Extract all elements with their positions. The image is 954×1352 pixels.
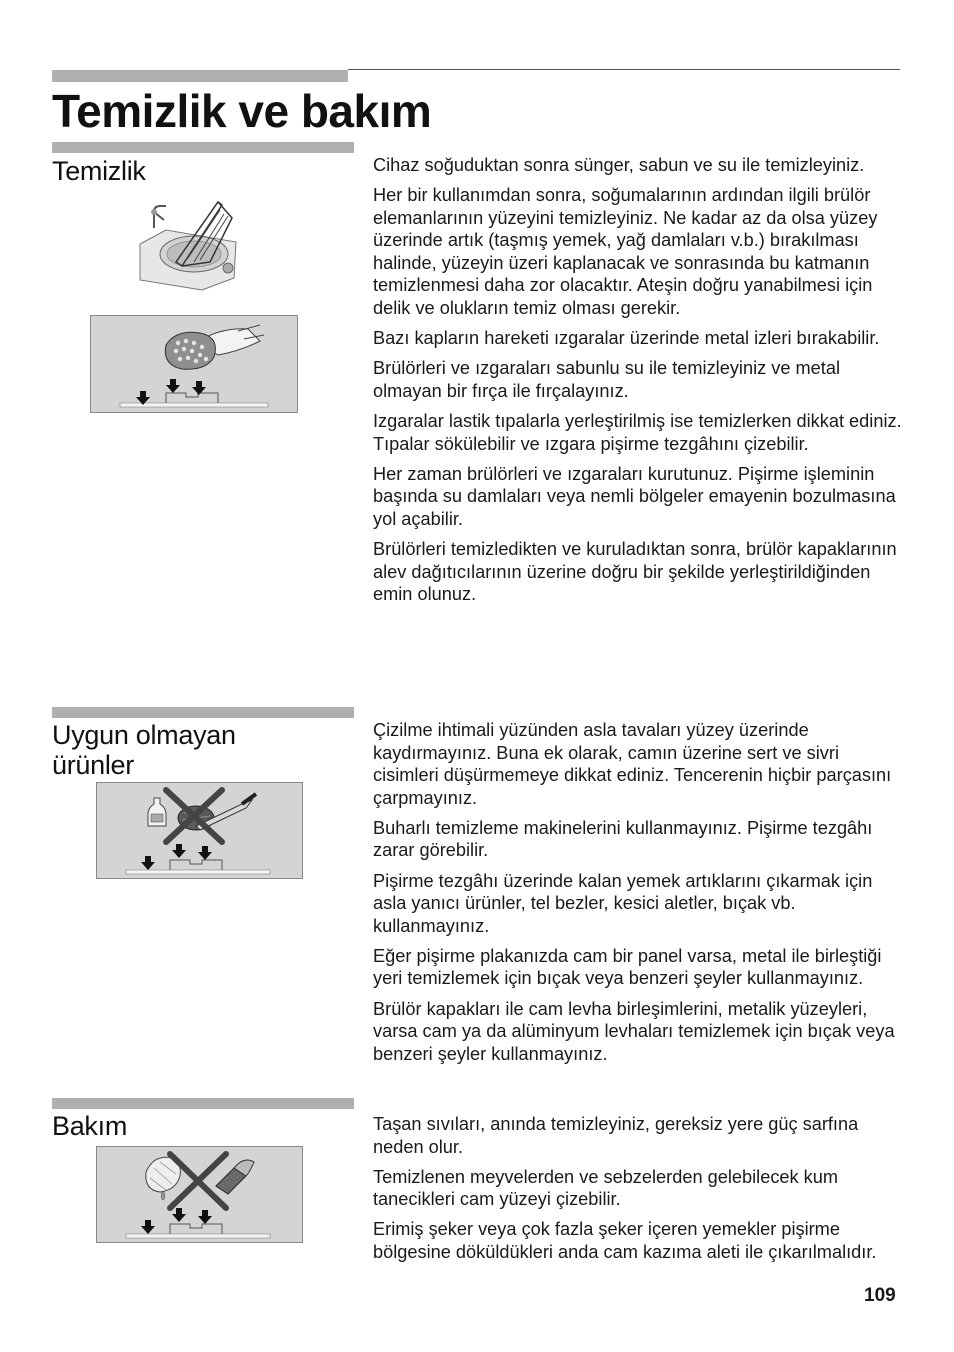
paragraph: Izgaralar lastik tıpalarla yerleştirilmiş ise temizlerken dikkat ediniz. Tıpalar sökülebilir ve ızgara pişirme tezgâhını çizebilir. — [373, 410, 902, 454]
section-bar — [52, 142, 354, 153]
page-title: Temizlik ve bakım — [52, 85, 432, 137]
section-title-temizlik: Temizlik — [52, 156, 146, 186]
paragraph: Her zaman brülörleri ve ızgaraları kurutunuz. Pişirme işleminin başında su damlaları veya nemli bölgeler emayenin bozulmasına yol açabilir. — [373, 463, 896, 529]
section-title-uygun-olmayan-urunler: Uygun olmayan ürünler — [52, 720, 236, 780]
paragraph: Taşan sıvıları, anında temizleyiniz, gereksiz yere güç sarfına neden olur. — [373, 1114, 859, 1157]
header-bar — [52, 70, 348, 82]
paragraph: Cihaz soğuduktan sonra sünger, sabun ve su ile temizleyiniz. — [373, 155, 865, 175]
section-body-bakim — [373, 1113, 903, 1271]
paragraph: Erimiş şeker veya çok fazla şeker içeren yemekler pişirme bölgesine döküldükleri anda cam kazıma aleti ile çıkarılmalıdır. — [373, 1219, 877, 1262]
sink-washing-illustration — [136, 198, 240, 292]
section-bar — [52, 707, 354, 718]
header-rule — [348, 69, 900, 70]
paragraph: Brülörleri temizledikten ve kuruladıktan sonra, brülör kapaklarının alev dağıtıcılarının üzerine doğru bir şekilde yerleştirildiğinden emin olunuz. — [373, 538, 897, 605]
paragraph: Temizlenen meyvelerden ve sebzelerden gelebilecek kum tanecikleri cam yüzeyi çizebilir. — [373, 1166, 839, 1210]
maintenance-illustration — [96, 1146, 303, 1243]
paragraph: Buharlı temizleme makinelerini kullanmayınız. Pişirme tezgâhı zarar görebilir. — [373, 817, 873, 861]
section-title-bakim: Bakım — [52, 1111, 128, 1141]
section-bar — [52, 1098, 354, 1109]
paragraph: Her bir kullanımdan sonra, soğumalarının ardından ilgili brülör elemanlarının yüzeyini temizleyiniz. Ne kadar az da olsa yüzey üzerinde artık (taşmış yemek, yağ damlaları v.b.) bırakılması halinde, yüzeyin üzeri kaplanacak ve sonrasında bu katmanın temizlenmesi daha zor olacaktır. Ateşin doğru yanabilmesi için delik ve olukların temiz olması gerekir. — [373, 185, 878, 319]
section-body-temizlik — [373, 154, 903, 613]
paragraph: Brülör kapakları ile cam levha birleşimlerini, metalik yüzeyleri, varsa cam ya da alüminyum levhaları temizlemek için bıçak veya benzeri şeyler kullanmayınız. — [373, 998, 895, 1064]
sponge-cleaning-illustration — [90, 315, 298, 413]
page-number: 109 — [864, 1285, 896, 1306]
paragraph: Çizilme ihtimali yüzünden asla tavaları yüzey üzerinde kaydırmayınız. Buna ek olarak, camın üzerine sert ve sivri cisimleri düşürmemeye dikkat ediniz. Tencerenin hiçbir parçasını çarpmayınız. — [373, 720, 892, 808]
paragraph: Pişirme tezgâhı üzerinde kalan yemek artıklarını çıkarmak için asla yanıcı ürünler, tel bezler, kesici aletler, bıçak vb. kullanmayınız. — [373, 870, 873, 936]
paragraph: Brülörleri ve ızgaraları sabunlu su ile temizleyiniz ve metal olmayan bir fırça ile fırçalayınız. — [373, 358, 841, 401]
paragraph: Bazı kapların hareketi ızgaralar üzerinde metal izleri bırakabilir. — [373, 328, 880, 349]
paragraph: Eğer pişirme plakanızda cam bir panel varsa, metal ile birleştiği yeri temizlemek için bıçak veya benzeri şeyler kullanmayınız. — [373, 945, 882, 989]
section-body-uygun-olmayan-urunler — [373, 719, 903, 1073]
unsuitable-products-illustration — [96, 782, 303, 879]
